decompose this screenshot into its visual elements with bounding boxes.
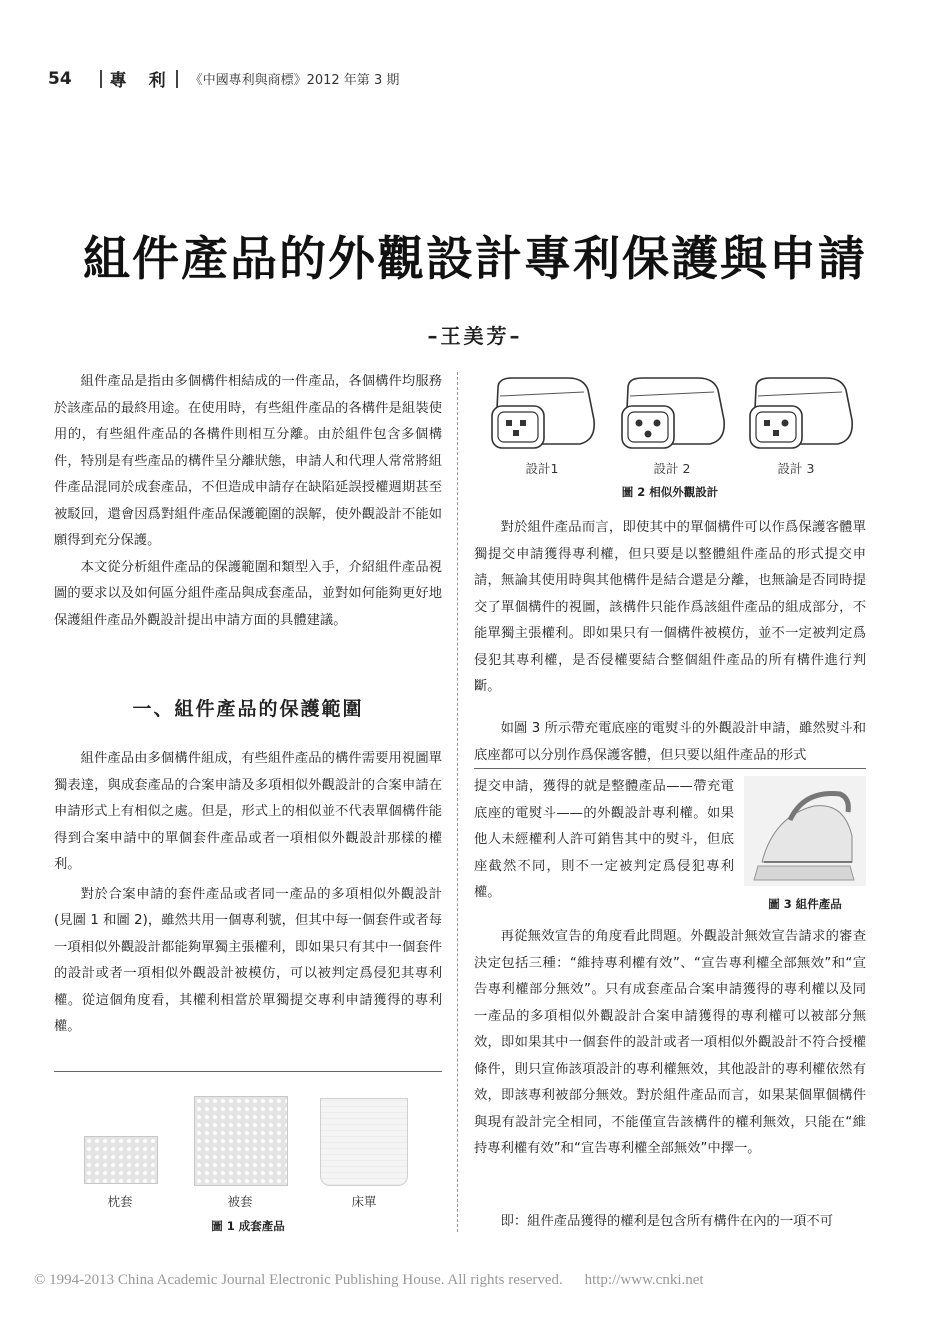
right-paragraph-3: [474, 924, 866, 1163]
body-paragraph: 對於組件產品而言，即使其中的單個構件可以作爲保護客體單獨提交申請獲得專利權，但只要是以整體組件產品的形式提交申請，無論其使用時與其他構件是結合還是分離，也無論是否同時提交了單個構件的視圖，該構件只能作爲該組件產品的組成部分，不能單獨主張權利。即如果只有一個構件被模仿，並不一定被判定爲侵犯其專利權，是否侵權要結合整個組件產品的所有構件進行判斷。: [474, 520, 866, 694]
figure-2-label: 設計 2: [653, 461, 691, 476]
body-paragraph: 即：組件產品獲得的權利是包含所有構件在內的一項不可: [500, 1214, 834, 1229]
right-paragraph-4: [474, 1209, 866, 1236]
figure-1-label: 被套: [227, 1194, 253, 1209]
figure-1-label: 枕套: [107, 1194, 133, 1209]
connector-design-2-image: [614, 370, 732, 458]
figure-2-label: 設計 3: [777, 461, 815, 476]
section-heading: 一、組件產品的保護範圍: [132, 698, 364, 720]
bedsheet-image: [320, 1098, 408, 1186]
figure-2-label: 設計1: [525, 461, 559, 476]
journal-name: 《中國專利與商標》2012 年第 3 期: [189, 73, 400, 88]
figure-3-caption: 圖 3 組件產品: [768, 897, 842, 911]
copyright-text: © 1994-2013 China Academic Journal Electronic Publishing House. All rights reserved.: [34, 1272, 563, 1288]
section-label: 專 利: [109, 71, 174, 91]
body-paragraph: 對於合案申請的套件產品或者同一產品的多項相似外觀設計(見圖 1 和圖 2)，雖然共用一個專利號，但其中每一個套件或者每一項相似外觀設計都能夠單獨主張權利，即如果只有其中一個套件的設計或者一項相似外觀設計被模仿，可以被判定爲侵犯其專利權。從這個角度看，其權利相當於單獨提交專利申請獲得的專利權。: [54, 886, 442, 1034]
pillowcase-image: [84, 1136, 158, 1184]
header-divider: [100, 70, 102, 88]
section-body: [54, 746, 442, 1041]
connector-design-3-image: [742, 370, 860, 458]
body-paragraph: 提交申請，獲得的就是整體產品——帶充電底座的電熨斗——的外觀設計專利權。如果他人未經權利人許可銷售其中的熨斗，但底座截然不同，則不一定被判定爲侵犯專利權。: [474, 779, 734, 900]
figure-rule: [474, 768, 866, 769]
figure-2: [474, 366, 866, 502]
intro-text: [54, 369, 442, 634]
connector-design-1-image: [484, 370, 602, 458]
intro-paragraph: 本文從分析組件產品的保護範圍和類型入手，介紹組件產品視圖的要求以及如何區分組件產品與成套產品，並對如何能夠更好地保護組件產品外觀設計提出申請方面的具體建議。: [54, 559, 442, 628]
running-header: [48, 66, 399, 91]
page-number: 54: [48, 68, 72, 89]
duvet-cover-image: [194, 1096, 288, 1186]
footer-url: http://www.cnki.net: [584, 1272, 704, 1288]
figure-1-caption: 圖 1 成套產品: [211, 1219, 285, 1233]
intro-paragraph: 組件產品是指由多個構件相結成的一件產品，各個構件均服務於該產品的最終用途。在使用時，有些組件產品的各構件是組裝使用的，有些組件產品的各構件則相互分離。由於組件包含多個構件，特別是有些產品的構件呈分離狀態，申請人和代理人常常將組件產品混同於成套產品，不但造成申請存在缺陷延誤授權週期甚至被駁回，還會因爲對組件產品保護範圍的誤解，使外觀設計不能如願得到充分保護。: [54, 374, 442, 548]
header-divider: [176, 70, 178, 88]
article-title: 組件產品的外觀設計專利保護與申請: [83, 232, 867, 287]
figure-rule: [54, 1071, 442, 1072]
steam-iron-image: [744, 776, 866, 886]
figure-1: [54, 1080, 442, 1240]
figure-2-caption: 圖 2 相似外觀設計: [621, 485, 719, 499]
copyright-watermark: [34, 1272, 704, 1289]
body-paragraph: 再從無效宣告的角度看此問題。外觀設計無效宣告請求的審查決定包括三種：“維持專利權有效”、“宣告專利權全部無效”和“宣告專利權部分無效”。只有成套產品合案申請獲得的專利權以及同一產品的多項相似外觀設計合案申請獲得的專利權可以被部分無效，即如果其中一個套件的設計或者一項相似外觀設計不符合授權條件，則只宣佈該項設計的專利權無效，其他設計的專利權依然有效，即該專利被部分無效。對於組件產品而言，如果某個單個構件與現有設計完全相同，不能僅宣告該構件的權利無效，只能在“維持專利權有效”和“宣告專利權全部無效”中擇一。: [474, 929, 866, 1156]
figure-3: [744, 776, 866, 916]
right-paragraph-2-side: [474, 774, 734, 907]
body-paragraph: 如圖 3 所示帶充電底座的電熨斗的外觀設計申請，雖然熨斗和底座都可以分別作爲保護客體，但只要以組件產品的形式: [474, 721, 866, 763]
body-paragraph: 組件產品由多個構件組成，有些組件產品的構件需要用視圖單獨表達，與成套產品的合案申請及多項相似外觀設計的合案申請在申請形式上有相似之處。但是，形式上的相似並不代表單個構件能得到合案申請中的單個套件產品或者一項相似外觀設計那樣的權利。: [54, 751, 442, 872]
right-paragraph-2-top: [474, 716, 866, 769]
right-paragraph-1: [474, 515, 866, 701]
article-author: –王美芳–: [427, 324, 523, 348]
figure-1-label: 床單: [351, 1194, 377, 1209]
column-divider: [457, 372, 458, 1232]
